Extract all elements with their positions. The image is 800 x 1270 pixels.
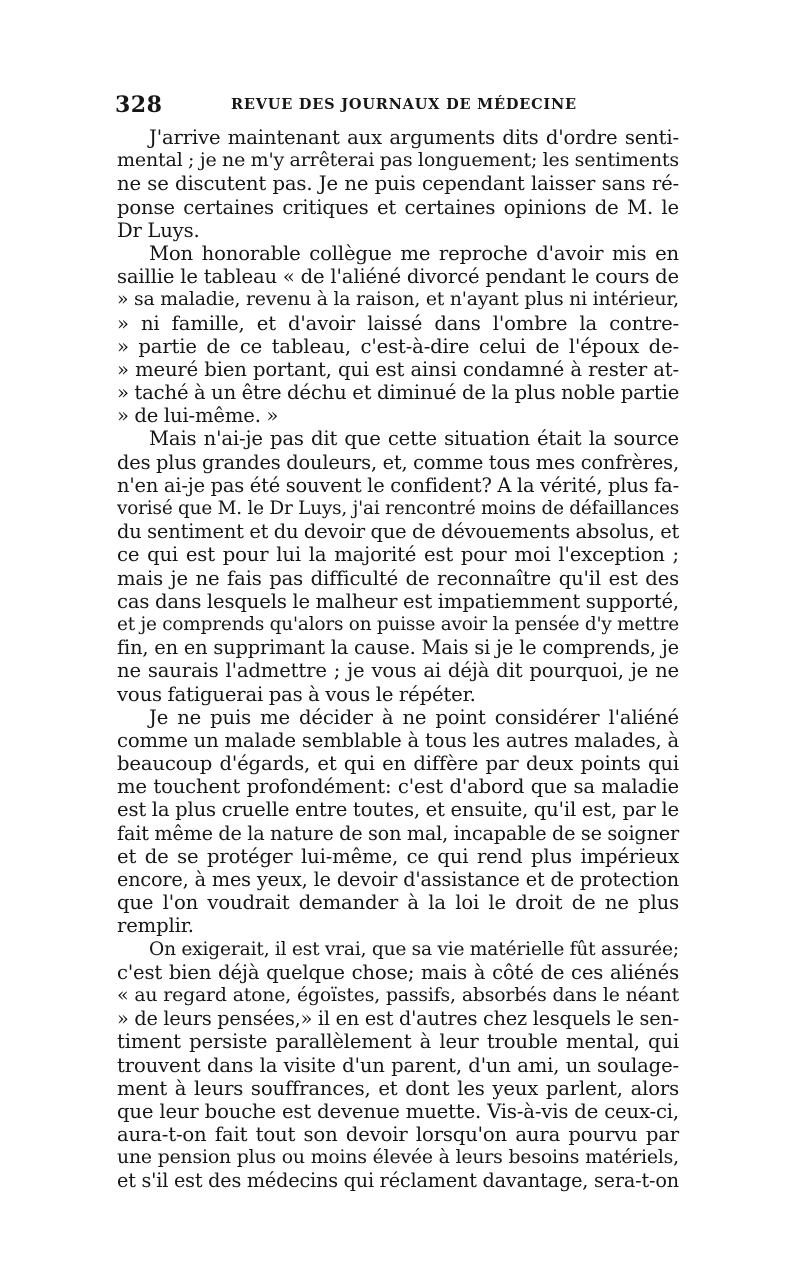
text-line: » partie de ce tableau, c'est-à-dire celui de l'époux de-: [117, 334, 679, 358]
text-line: » de leurs pensées,» il en est d'autres chez lesquels le sen-: [117, 1007, 679, 1031]
text-line: beaucoup d'égards, et qui en diffère par deux points qui: [117, 752, 679, 776]
text-line: ne saurais l'admettre ; je vous ai déjà dit pourquoi, je ne: [117, 659, 679, 683]
text-line: ne se discutent pas. Je ne puis cependant laisser sans ré-: [117, 172, 679, 196]
text-line: encore, à mes yeux, le devoir d'assistance et de protection: [117, 868, 679, 891]
text-line: que l'on voudrait demander à la loi le droit de ne plus: [117, 891, 679, 915]
text-line: une pension plus ou moins élevée à leurs besoins matériels,: [117, 1147, 679, 1169]
text-line: » taché à un être déchu et diminué de la plus noble partie: [117, 381, 680, 405]
text-line: mais je ne fais pas difficulté de reconnaître qu'il est des: [117, 566, 679, 590]
text-line: ce qui est pour lui la majorité est pour moi l'exception ;: [117, 543, 679, 567]
text-line: mental ; je ne m'y arrêterai pas longuement; les sentiments: [117, 149, 679, 172]
text-line: et s'il est des médecins qui réclament davantage, sera-t-on: [117, 1169, 679, 1193]
text-line: saillie le tableau « de l'aliéné divorcé pendant le cours de: [117, 265, 679, 289]
body-text: [117, 126, 679, 1193]
text-line: me touchent profondément: c'est d'abord que sa maladie: [117, 775, 679, 799]
text-line: » sa maladie, revenu à la raison, et n'ayant plus ni intérieur,: [117, 289, 679, 311]
text-line: du sentiment et du devoir que de dévouements absolus, et: [117, 520, 680, 544]
text-line: est la plus cruelle entre toutes, et ensuite, qu'il est, par le: [117, 798, 679, 822]
text-line: trouvent dans la visite d'un parent, d'un ami, un soulage-: [117, 1053, 679, 1077]
text-line: J'arrive maintenant aux arguments dits d'ordre senti-: [149, 126, 679, 149]
text-line: et je comprends qu'alors on puisse avoir la pensée d'y mettre: [117, 613, 679, 635]
text-line: vorisé que M. le Dr Luys, j'ai rencontré moins de défaillances: [117, 498, 679, 519]
text-line: Mais n'ai-je pas dit que cette situation était la source: [149, 427, 679, 451]
running-title: REVUE DES JOURNAUX DE MÉDECINE: [231, 96, 577, 113]
text-line: » de lui-même. »: [117, 404, 279, 428]
page-number: 328: [115, 92, 163, 118]
text-line: et de se protéger lui-même, ce qui rend plus impérieux: [117, 844, 679, 868]
text-line: Mon honorable collègue me reproche d'avoir mis en: [149, 241, 679, 265]
text-line: » meuré bien portant, qui est ainsi condamné à rester at-: [117, 357, 679, 381]
text-line: Je ne puis me décider à ne point considérer l'aliéné: [149, 705, 679, 729]
text-line: c'est bien déjà quelque chose; mais à côté de ces aliénés: [117, 960, 679, 984]
text-line: ment à leurs souffrances, et dont les yeux parlent, alors: [117, 1076, 679, 1100]
text-line: fin, en en supprimant la cause. Mais si je le comprends, je: [117, 636, 679, 660]
text-line: « au regard atone, égoïstes, passifs, absorbés dans le néant: [117, 984, 679, 1006]
text-line: vous fatiguerai pas à vous le répéter.: [117, 682, 476, 706]
text-line: Dr Luys.: [117, 218, 200, 242]
text-line: des plus grandes douleurs, et, comme tous mes confrères,: [117, 450, 679, 474]
text-line: n'en ai-je pas été souvent le confident? A la vérité, plus fa-: [117, 473, 679, 497]
text-line: » ni famille, et d'avoir laissé dans l'ombre la contre-: [117, 311, 679, 335]
running-head: [115, 92, 685, 116]
text-line: ponse certaines critiques et certaines opinions de M. le: [117, 195, 679, 219]
text-line: que leur bouche est devenue muette. Vis-à-vis de ceux-ci,: [117, 1099, 679, 1123]
text-line: fait même de la nature de son mal, incapable de se soigner: [117, 821, 679, 845]
text-line: comme un malade semblable à tous les autres malades, à: [117, 728, 679, 752]
text-line: timent persiste parallèlement à leur trouble mental, qui: [117, 1030, 679, 1054]
text-line: cas dans lesquels le malheur est impatiemment supporté,: [117, 589, 679, 613]
text-line: aura-t-on fait tout son devoir lorsqu'on aura pourvu par: [117, 1123, 679, 1147]
text-line: On exigerait, il est vrai, que sa vie matérielle fût assurée;: [149, 938, 679, 960]
text-line: remplir.: [117, 914, 194, 938]
